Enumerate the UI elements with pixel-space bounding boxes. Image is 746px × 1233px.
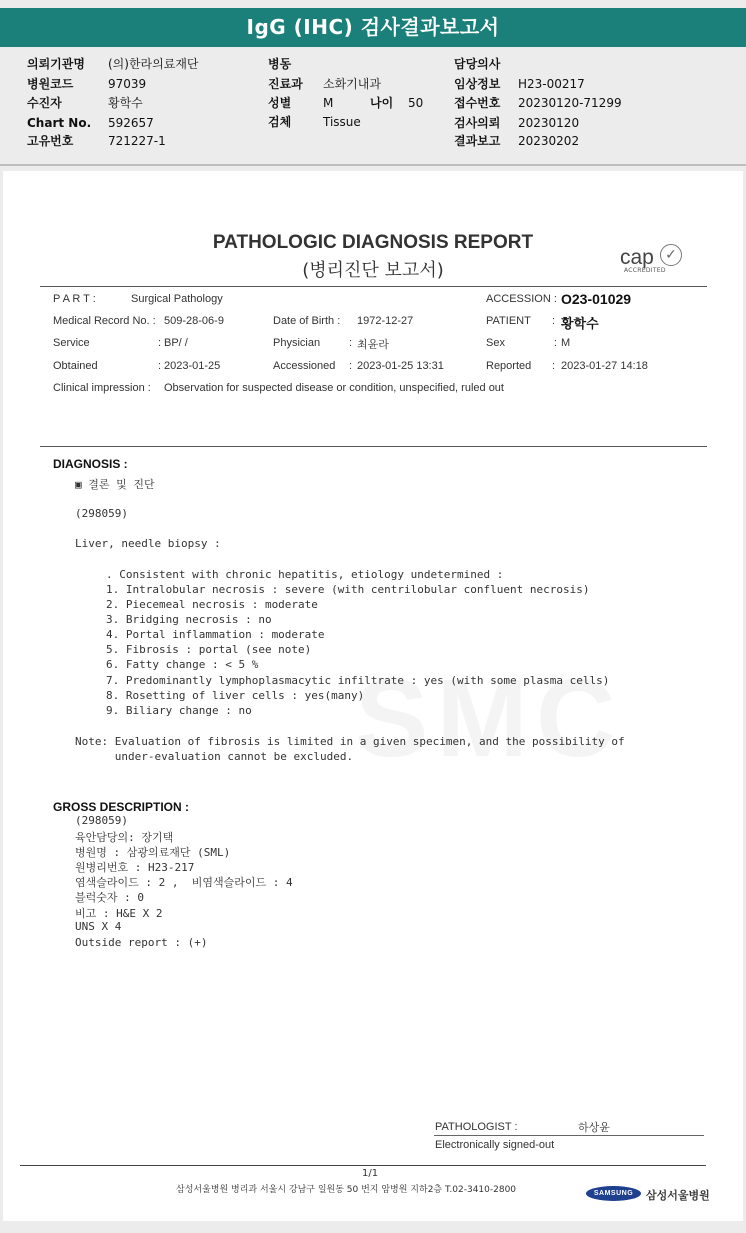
gross-line: 비고 : H&E X 2 <box>75 907 163 920</box>
header-label: 의뢰기관명 <box>27 57 85 71</box>
gross-line: Outside report : (+) <box>75 936 208 949</box>
footer-divider <box>20 1165 706 1166</box>
diagnosis-heading: DIAGNOSIS : <box>53 457 128 471</box>
reported-colon: : <box>552 360 556 372</box>
sex-label: Sex <box>486 337 505 349</box>
patient-value: 황학수 <box>561 316 599 331</box>
specimen-label: 검체 <box>268 115 292 129</box>
finding-item: 7. Predominantly lymphoplasmacytic infiltrate : yes (with some plasma cells) <box>106 674 610 687</box>
header-label: 고유번호 <box>27 134 74 148</box>
gross-line: 병원명 : 삼광의료재단 (SML) <box>75 846 231 859</box>
signed-out-text: Electronically signed-out <box>435 1139 555 1151</box>
sex-value: M <box>561 337 571 349</box>
age-label: 나이 <box>370 96 394 110</box>
header-value: H23-00217 <box>518 77 585 91</box>
obtained-label: Obtained <box>53 360 98 372</box>
obtained-value: 2023-01-25 <box>164 360 221 372</box>
gross-line: 원병리번호 : H23-217 <box>75 861 195 874</box>
finding-item: 8. Rosetting of liver cells : yes(many) <box>106 689 365 702</box>
finding-item: 1. Intralobular necrosis : severe (with centrilobular confluent necrosis) <box>106 583 590 596</box>
gross-heading: GROSS DESCRIPTION : <box>53 800 190 814</box>
sex-value: M <box>323 96 334 110</box>
samsung-logo: SAMSUNG <box>586 1186 641 1201</box>
footer-address: 삼성서울병원 병리과 서울시 강남구 일원동 50 번지 암병원 지하2층 T.02-3410-2800 <box>176 1185 517 1195</box>
divider <box>40 446 707 447</box>
header-label: 임상정보 <box>454 77 501 91</box>
service-label: Service <box>53 337 90 349</box>
divider <box>40 286 707 287</box>
header-value: 20230202 <box>518 134 580 148</box>
obtained-colon: : <box>158 360 162 372</box>
mrn-value: 509-28-06-9 <box>164 315 224 327</box>
dept-label: 진료과 <box>268 77 303 91</box>
header-label: 병원코드 <box>27 77 74 91</box>
header-value: 황학수 <box>108 96 143 110</box>
pathologist-label: PATHOLOGIST : <box>435 1121 518 1133</box>
dept-value: 소화기내과 <box>323 77 381 91</box>
pathologist-name: 하상윤 <box>578 1122 610 1134</box>
finding-item: 4. Portal inflammation : moderate <box>106 628 325 641</box>
finding-item: 2. Piecemeal necrosis : moderate <box>106 598 318 611</box>
hospital-logo: 삼성서울병원 <box>646 1189 710 1202</box>
sex-colon: : <box>554 337 558 349</box>
checkmark-icon: ✓ <box>660 244 682 266</box>
accessioned-colon: : <box>349 360 353 372</box>
gross-line: 블럭숫자 : 0 <box>75 891 144 904</box>
dob-label: Date of Birth : <box>273 315 341 327</box>
physician-label: Physician <box>273 337 321 349</box>
header-label: 결과보고 <box>454 134 501 148</box>
page-number: 1/1 <box>362 1168 379 1179</box>
header-label: 담당의사 <box>454 57 501 71</box>
accession-label: ACCESSION : <box>486 293 557 305</box>
header-value: 20230120-71299 <box>518 96 622 110</box>
finding-item: 6. Fatty change : < 5 % <box>106 658 259 671</box>
note-line: under-evaluation cannot be excluded. <box>75 750 354 763</box>
gross-line: 육안담당의: 장기택 <box>75 831 174 844</box>
gross-line: 염색슬라이드 : 2 , 비염색슬라이드 : 4 <box>75 876 293 889</box>
header-label: Chart No. <box>27 116 92 130</box>
header-value: 97039 <box>108 77 147 91</box>
mrn-label: Medical Record No. : <box>53 315 156 327</box>
sex-label: 성별 <box>268 96 292 110</box>
age-value: 50 <box>408 96 424 110</box>
dob-value: 1972-12-27 <box>357 315 414 327</box>
header-value: 592657 <box>108 116 154 130</box>
diagnosis-code: (298059) <box>75 507 128 520</box>
ward-label: 병동 <box>268 57 292 71</box>
finding-item: 3. Bridging necrosis : no <box>106 613 272 626</box>
signature-line <box>434 1135 704 1136</box>
patient-label: PATIENT <box>486 315 531 327</box>
header-separator <box>0 164 746 166</box>
note-line: Note: Evaluation of fibrosis is limited in a given specimen, and the possibility of <box>75 735 625 748</box>
specimen-line: Liver, needle biopsy : <box>75 537 221 550</box>
report-title-bar: IgG (IHC) 검사결과보고서 <box>0 8 746 47</box>
specimen-value: Tissue <box>323 115 361 129</box>
report-title-en: PATHOLOGIC DIAGNOSIS REPORT <box>212 232 534 253</box>
part-label: P A R T : <box>53 293 96 305</box>
accession-value: O23-01029 <box>561 291 632 307</box>
physician-value: 최윤라 <box>357 339 389 351</box>
cap-accredited-text: ACCREDITED <box>624 267 666 274</box>
finding-item: 5. Fibrosis : portal (see note) <box>106 643 312 656</box>
header-label: 수진자 <box>27 96 62 110</box>
service-colon: : <box>158 337 162 349</box>
cap-accredited-logo <box>620 246 684 276</box>
report-title-ko: (병리진단 보고서) <box>302 260 444 281</box>
clinical-value: Observation for suspected disease or condition, unspecified, ruled out <box>164 382 504 394</box>
clinical-label: Clinical impression : <box>53 382 151 394</box>
header-label: 검사의뢰 <box>454 116 501 130</box>
finding-item: 9. Biliary change : no <box>106 704 252 717</box>
reported-value: 2023-01-27 14:18 <box>561 360 648 372</box>
diagnosis-subheading: ▣ 결론 및 진단 <box>75 478 155 491</box>
gross-line: UNS X 4 <box>75 920 122 933</box>
reported-label: Reported <box>486 360 532 372</box>
header-value: 721227-1 <box>108 134 166 148</box>
accessioned-value: 2023-01-25 13:31 <box>357 360 444 372</box>
accessioned-label: Accessioned <box>273 360 336 372</box>
patient-colon: : <box>552 315 556 327</box>
service-value: BP/ / <box>164 337 188 349</box>
gross-line: (298059) <box>75 814 128 827</box>
consistent-line: . Consistent with chronic hepatitis, etiology undetermined : <box>106 568 504 581</box>
part-value: Surgical Pathology <box>131 293 223 305</box>
header-label: 접수번호 <box>454 96 501 110</box>
header-value: (의)한라의료재단 <box>108 57 199 71</box>
header-value: 20230120 <box>518 116 580 130</box>
physician-colon: : <box>349 337 353 349</box>
cap-logo-text: cap <box>620 246 654 269</box>
